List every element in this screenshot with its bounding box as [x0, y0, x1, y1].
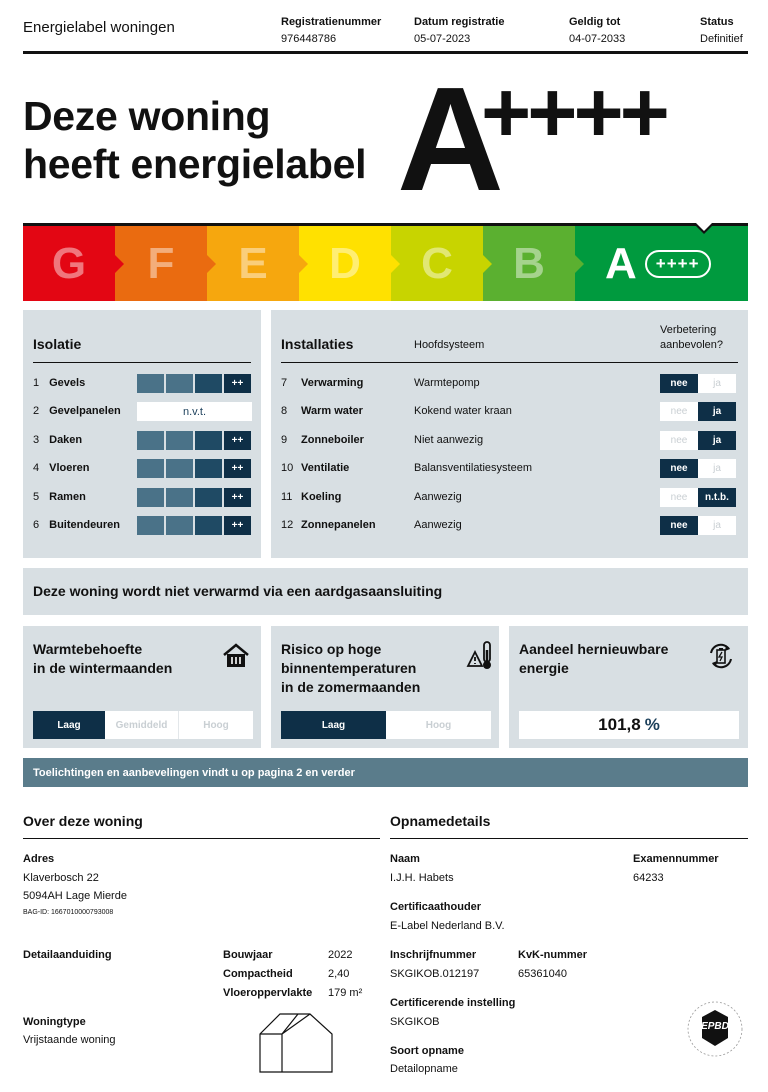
- scale-option-low: Laag: [33, 711, 105, 739]
- house-section-title: Over deze woning: [23, 813, 143, 829]
- floor-area-value: 179 m²: [328, 987, 363, 999]
- installation-system: Niet aanwezig: [414, 434, 484, 446]
- label-segment-c: C: [391, 226, 483, 301]
- advice-toggle: nee ja: [660, 374, 736, 393]
- certificate-holder: E-Label Nederland B.V.: [390, 920, 505, 932]
- exam-number: 64233: [633, 872, 664, 884]
- installation-row: 9 Zonneboiler: [281, 434, 364, 447]
- isolation-level-bar: ++: [137, 459, 251, 478]
- address-city: 5094AH Lage Mierde: [23, 890, 127, 902]
- status: Status Definitief: [700, 16, 743, 45]
- hero-heading: Deze woning heeft energielabel: [23, 93, 367, 187]
- overheating-risk-scale: [281, 711, 491, 739]
- scale-option-high: Hoog: [203, 719, 229, 731]
- isolation-level-bar: ++: [137, 488, 251, 507]
- detail-label: Detailaanduiding: [23, 949, 112, 961]
- epbd-logo: EPBD: [686, 1000, 744, 1058]
- scale-option-medium: Gemiddeld: [105, 711, 179, 739]
- installation-system: Aanwezig: [414, 491, 462, 503]
- installation-row: 10 Ventilatie: [281, 462, 350, 475]
- isolation-not-applicable: n.v.t.: [137, 402, 252, 421]
- valid-until: Geldig tot 04-07-2033: [569, 16, 626, 45]
- overheating-risk-card: Risico op hoge binnentemperaturen in de zomermaanden Laag Hoog: [271, 626, 499, 748]
- kvk-label: KvK-nummer: [518, 949, 588, 961]
- heat-demand-card: Warmtebehoefte in de wintermaanden Laag Gemiddeld Hoog: [23, 626, 261, 748]
- isolation-row: 6 Buitendeuren: [33, 519, 121, 532]
- advice-toggle: nee ja: [660, 459, 736, 478]
- compactness-label: Compactheid: [223, 968, 293, 980]
- inspector-name-label: Naam: [390, 853, 420, 865]
- installation-row: 11 Koeling: [281, 491, 342, 504]
- advice-toggle: nee ja: [660, 431, 736, 450]
- installation-system: Balansventilatiesysteem: [414, 462, 533, 474]
- renewable-share-card: Aandeel hernieuwbare energie 101,8 %: [509, 626, 748, 748]
- house-type-label: Woningtype: [23, 1016, 86, 1028]
- header-divider: [23, 51, 748, 54]
- explanation-note-bar: Toelichtingen en aanbevelingen vindt u op pagina 2 en verder: [23, 758, 748, 787]
- isolation-row: 5 Ramen: [33, 491, 86, 504]
- registration-number: Registratienummer 976448786: [281, 16, 382, 45]
- scale-option-low: Laag: [281, 711, 386, 739]
- build-year-label: Bouwjaar: [223, 949, 273, 961]
- label-segment-g: G: [23, 226, 115, 301]
- installation-system: Warmtepomp: [414, 377, 480, 389]
- address-label: Adres: [23, 853, 55, 865]
- installation-row: 8 Warm water: [281, 405, 363, 418]
- isolation-title: Isolatie: [33, 336, 82, 352]
- inspector-name: I.J.H. Habets: [390, 872, 454, 884]
- energy-label-scale: [23, 223, 748, 301]
- isolation-level-bar: ++: [137, 516, 251, 535]
- main-system-header: Hoofdsysteem: [414, 339, 485, 351]
- detached-house-icon: [258, 1010, 336, 1074]
- installation-row: 12 Zonnepanelen: [281, 519, 376, 532]
- label-segment-f: F: [115, 226, 207, 301]
- inspection-section-title: Opnamedetails: [390, 813, 491, 829]
- label-segment-a-active: A ++++: [575, 226, 748, 301]
- exam-number-label: Examennummer: [633, 853, 719, 865]
- document-title: Energielabel woningen: [23, 19, 175, 36]
- inspection-type-label: Soort opname: [390, 1045, 464, 1057]
- kvk-number: 65361040: [518, 968, 567, 980]
- registration-id: SKGIKOB.012197: [390, 968, 480, 980]
- isolation-row: 2 Gevelpanelen: [33, 405, 121, 418]
- scale-option-high: Hoog: [425, 719, 452, 731]
- certifying-body: SKGIKOB: [390, 1016, 440, 1028]
- installations-panel: [271, 310, 748, 558]
- isolation-row: 1 Gevels: [33, 377, 86, 390]
- bag-id: BAG-ID: 1667010000793008: [23, 909, 114, 916]
- recycle-battery-icon: [706, 641, 736, 671]
- isolation-level-bar: ++: [137, 374, 251, 393]
- thermometer-warning-icon: [466, 640, 494, 672]
- compactness-value: 2,40: [328, 968, 350, 980]
- certifying-body-label: Certificerende instelling: [390, 997, 516, 1009]
- label-segment-d: D: [299, 226, 391, 301]
- advice-toggle: nee ja: [660, 402, 736, 421]
- installation-system: Kokend water kraan: [414, 405, 512, 417]
- registration-date: Datum registratie 05-07-2023: [414, 16, 505, 45]
- label-segment-e: E: [207, 226, 299, 301]
- advice-toggle: nee n.t.b.: [660, 488, 736, 507]
- floor-area-label: Vloeroppervlakte: [223, 987, 313, 999]
- build-year-value: 2022: [328, 949, 353, 961]
- installation-system: Aanwezig: [414, 519, 462, 531]
- house-type-value: Vrijstaande woning: [23, 1034, 116, 1046]
- renewable-share-value: 101,8 %: [519, 711, 739, 739]
- label-plus-badge: ++++: [645, 250, 711, 278]
- address-street: Klaverbosch 22: [23, 872, 99, 884]
- advice-header: Verbetering aanbevolen?: [660, 324, 724, 351]
- isolation-panel: [23, 310, 261, 558]
- installation-row: 7 Verwarming: [281, 377, 364, 390]
- isolation-row: 4 Vloeren: [33, 462, 90, 475]
- label-segment-b: B: [483, 226, 575, 301]
- house-heating-icon: [222, 642, 250, 670]
- isolation-level-bar: ++: [137, 431, 251, 450]
- inspection-type: Detailopname: [390, 1063, 458, 1075]
- registration-id-label: Inschrijfnummer: [390, 949, 477, 961]
- gas-connection-note: Deze woning wordt niet verwarmd via een aardgasaansluiting: [23, 568, 748, 615]
- hero-energy-label: A ++++: [397, 57, 666, 222]
- installations-title: Installaties: [281, 336, 354, 352]
- heat-demand-scale: [33, 711, 253, 739]
- certificate-holder-label: Certificaathouder: [390, 901, 482, 913]
- advice-toggle: nee ja: [660, 516, 736, 535]
- isolation-row: 3 Daken: [33, 434, 83, 447]
